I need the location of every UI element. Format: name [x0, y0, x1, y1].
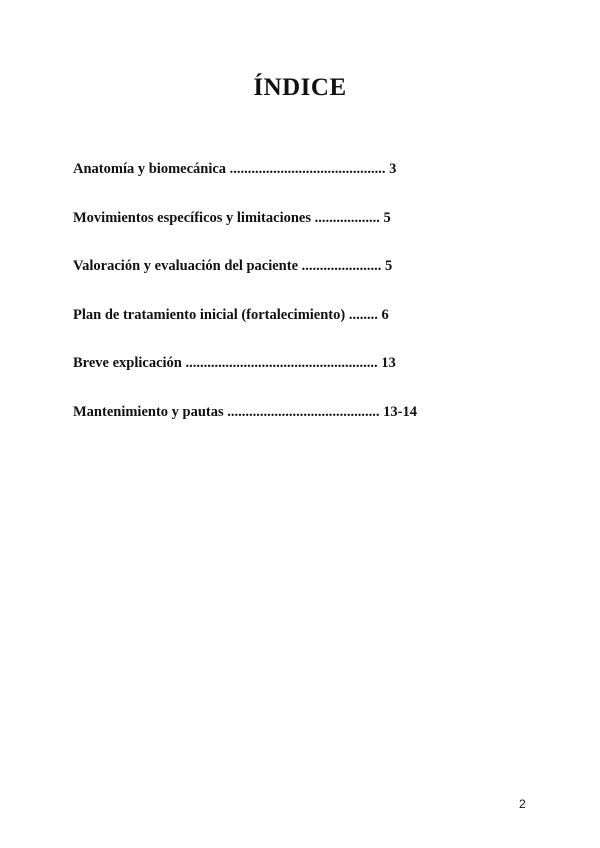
table-of-contents — [73, 161, 417, 452]
page-title: ÍNDICE — [253, 74, 347, 101]
toc-entry-mantenimiento: Mantenimiento y pautas .......................................... 13-14 — [73, 403, 417, 420]
toc-entry-breve-explicacion: Breve explicación ..................................................... 13 — [73, 355, 396, 371]
toc-entry-movimientos: Movimientos específicos y limitaciones .................. 5 — [73, 209, 391, 226]
toc-entry-anatomia: Anatomía y biomecánica ........................................... 3 — [73, 161, 397, 177]
toc-entry-plan-tratamiento: Plan de tratamiento inicial (fortalecimiento) ........ 6 — [73, 306, 389, 323]
toc-entry-valoracion: Valoración y evaluación del paciente ...................... 5 — [73, 258, 393, 274]
page-number: 2 — [519, 797, 526, 811]
